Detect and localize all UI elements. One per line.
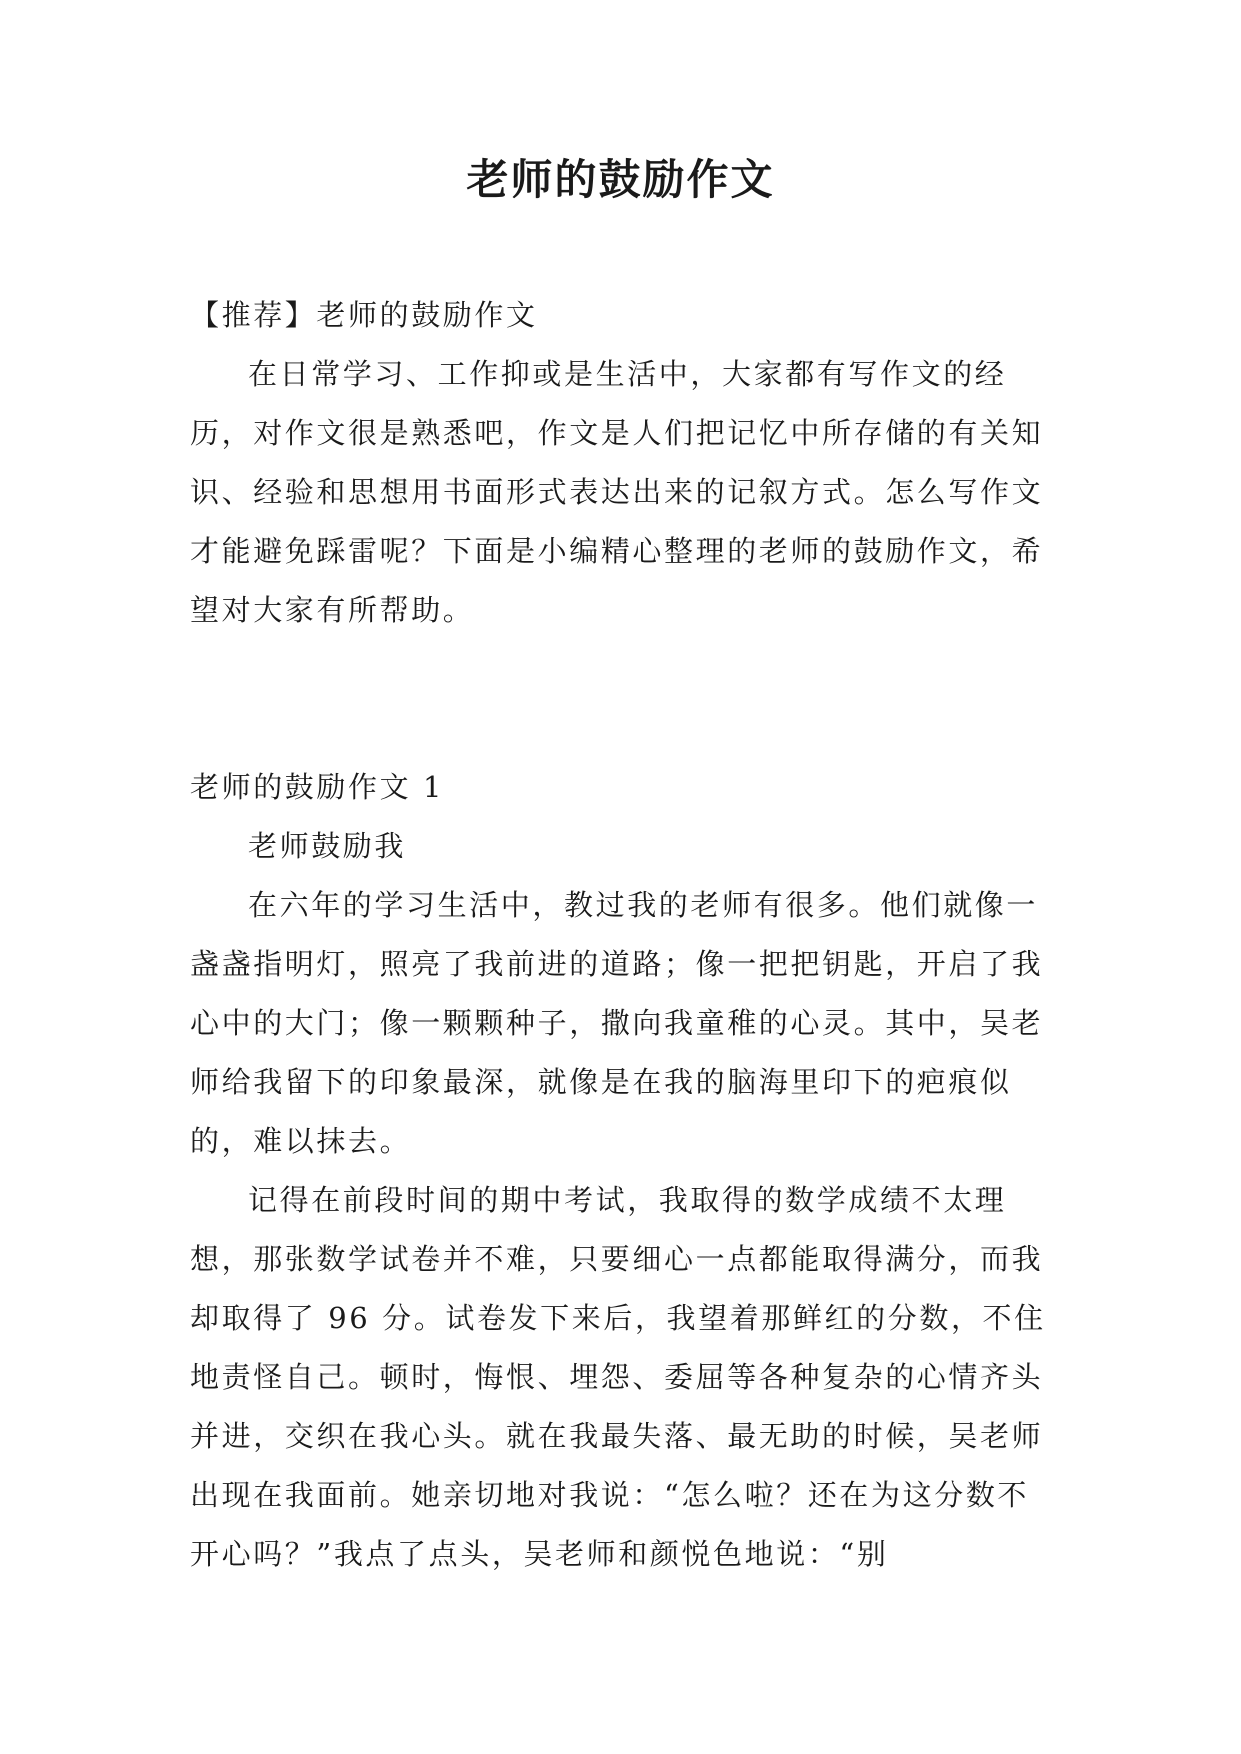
section-spacer	[190, 640, 1058, 758]
essay-title: 老师鼓励我	[248, 829, 407, 863]
section-heading: 老师的鼓励作文 1	[190, 770, 445, 804]
body-paragraph: 在六年的学习生活中，教过我的老师有很多。他们就像一盏盏指明灯，照亮了我前进的道路；像一把把钥匙，开启了我心中的大门；像一颗颗种子，撒向我童稚的心灵。其中，吴老师给我留下的印象最深，就像是在我的脑海里印下的疤痕似的，难以抹去。	[190, 888, 1044, 1158]
body-paragraph: 记得在前段时间的期中考试，我取得的数学成绩不太理想，那张数学试卷并不难，只要细心一点都能取得满分，而我却取得了 96 分。试卷发下来后，我望着那鲜红的分数，不住地责怪自己。顿时，悔恨、埋怨、委屈等各种复杂的心情齐头并进，交织在我心头。就在我最失落、最无助的时候，吴老师出现在我面前。她亲切地对我说：“怎么啦？还在为这分数不开心吗？”我点了点头，吴老师和颜悦色地说：“别	[190, 1183, 1046, 1571]
intro-paragraph: 在日常学习、工作抑或是生活中，大家都有写作文的经历，对作文很是熟悉吧，作文是人们把记忆中所存储的有关知识、经验和思想用书面形式表达出来的记叙方式。怎么写作文才能避免踩雷呢？下面是小编精心整理的老师的鼓励作文，希望对大家有所帮助。	[190, 357, 1044, 627]
document-title: 老师的鼓励作文	[466, 155, 775, 204]
recommend-line: 【推荐】老师的鼓励作文	[190, 298, 538, 332]
document-body	[190, 286, 1058, 1584]
